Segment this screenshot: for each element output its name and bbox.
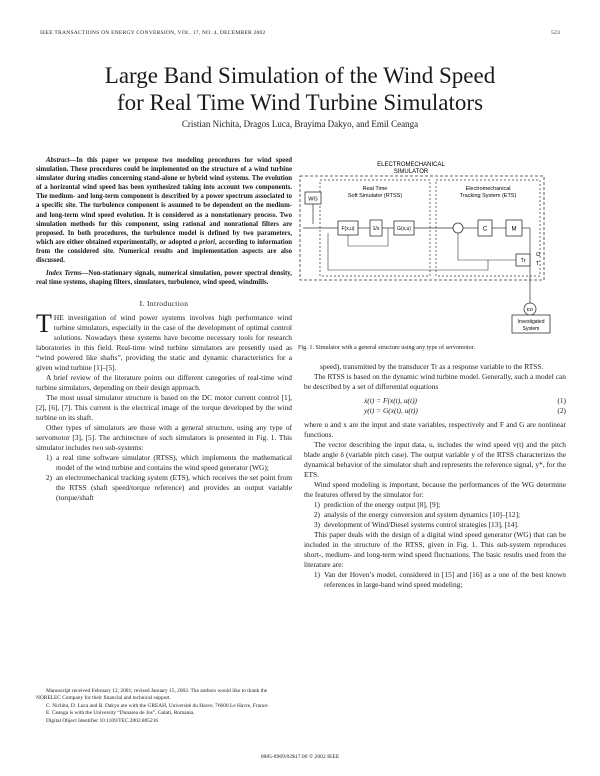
footnote: Manuscript received February 12, 2001; revised January 15, 2002. The authors would like to thank the NORELEC Company for their financial and technical support. — [36, 688, 268, 702]
list-number: 2) — [313, 510, 320, 519]
intro-paragraph-1 — [36, 309, 292, 373]
figure-caption: Fig. 1. Simulator with a general structure using any type of servomotor. — [298, 344, 475, 351]
right-paragraph-4: The vector describing the input data, u, includes the wind speed v(t) and the pitch blade angle δ (variable pitch case). The output variable y of the RTSS characterizes the dynamical behavior of the simulator shaft and represents the reference signal, y*, for the ETS. — [304, 440, 566, 479]
motor-label: M — [511, 226, 517, 233]
rtss-label-line-1: Real Time — [362, 186, 388, 192]
paper-title — [0, 62, 600, 116]
abstract-italic: a priori — [193, 238, 216, 246]
investigated-line-2: System — [522, 326, 540, 332]
transducer-label: Tr — [520, 258, 526, 264]
list-number: 1) — [313, 500, 320, 509]
wg-label: WG — [308, 196, 318, 203]
list-item — [36, 473, 292, 503]
footnote: C. Nichita, D. Luca and B. Dakyo are with the GREAH, Université du Havre, 76600 Le Havre, France. — [46, 702, 269, 709]
equation-2 — [304, 406, 566, 416]
footnote: Digital Object Identifier 10.1109/TEC.2002.805216 — [46, 717, 159, 724]
list-text: Van der Hoven’s model, considered in [15] and [16] as a one of the best known references in large-band wind speed modeling; — [324, 570, 566, 589]
summing-junction — [453, 223, 463, 233]
left-column — [36, 156, 292, 503]
right-paragraph-3: where u and x are the input and state variables, respectively and F and G are nonlinear functions. — [304, 420, 566, 439]
list-text: analysis of the energy conversion and system dynamics [10]–[12]; — [324, 510, 521, 519]
title-line-1: Large Band Simulation of the Wind Speed — [104, 63, 496, 88]
output-omega: Ω — [536, 252, 541, 258]
wg-features-list — [304, 500, 566, 530]
equation-2-number: (2) — [557, 406, 566, 415]
list-number: 1) — [45, 453, 52, 463]
ets-label-line-2: Tracking System (ETS) — [459, 193, 517, 199]
output-t: T — [536, 261, 540, 267]
footnotes — [36, 688, 292, 725]
intro-paragraph-3: The most usual simulator structure is based on the DC motor current control [1], [2], [6], [7]. This current is the electrical image of the torque developed by the wind turbine on its shaft. — [36, 393, 292, 423]
abstract-label: Abstract— — [46, 157, 77, 164]
section-heading: I. Introduction — [139, 299, 189, 309]
intro-paragraph-2: A brief review of the literature points out different categories of real-time wind turbine simulators, depending on their design approach. — [36, 373, 292, 393]
list-number: 1) — [313, 570, 320, 579]
page-number: 523 — [551, 30, 560, 36]
figure-1-diagram — [298, 158, 566, 338]
figure-title-line-2: SIMULATOR — [393, 169, 429, 175]
eg-label: EG — [526, 307, 534, 312]
equation-1-body: ẋ(t) = F(x(t), u(t)) — [364, 396, 417, 405]
index-terms-label: Index Terms— — [46, 270, 89, 278]
drop-cap: T — [36, 309, 52, 339]
equation-1 — [304, 396, 566, 406]
list-text: development of Wind/Diesel systems control strategies [13], [14]. — [324, 520, 519, 529]
right-paragraph-6: This paper deals with the design of a digital wind speed generator (WG) that can be included in the structure of the RTSS, given in Fig. 1. This sub-system reproduces short-, medium- and long-term wind speed fluctuations. The basic results used from the literature are: — [304, 530, 566, 569]
footnote: E. Ceanga is with the University “Dunarea de Jos”, Galati, Romania. — [46, 710, 195, 717]
f-block-label: F(x,u) — [341, 226, 355, 232]
copyright-footer: 0885-8969/02$17.00 © 2002 IEEE — [260, 754, 340, 760]
rtss-label-line-2: Soft Simulator (RTSS) — [347, 193, 403, 199]
running-header: IEEE TRANSACTIONS ON ENERGY CONVERSION, VOL. 17, NO. 4, DECEMBER 2002 — [40, 30, 266, 36]
abstract-text: In this paper we propose two modeling procedures for wind speed simulation. These procedures could be implemented on the structure of a wind turbine simulator during studies concerning stand-alone or hybrid wind systems. The evolution of a horizontal wind speed has been synthesized taking into account two components. The medium- and long-term component is described by a power spectrum associated to a specific site. The turbulence component is assumed to be dependent on the medium- and long-term wind speed evolution. It is considered as a nonstationary process. Two simulation methods for this component, using rational and nonrational filters are proposed. In both procedures, the turbulence model is defined by two parameters, which are either obtained experimentally, or adopted — [36, 157, 292, 246]
intro-paragraph-4: Other types of simulators are those with a general structure, using any type of servomotor [3], [5]. The architecture of such simulators is presented in Fig. 1. This simulator includes two sub-systems: — [36, 423, 292, 453]
list-number: 2) — [45, 473, 52, 483]
intro-caps: HE — [53, 313, 64, 323]
list-text: a real time software simulator (RTSS), which implements the mathematical model of the wind turbine and contains the wind speed generator (WG); — [56, 453, 292, 473]
literature-list — [304, 570, 566, 590]
right-paragraph-2: The RTSS is based on the dynamic wind turbine model. Generally, such a model can be described by a set of differential equations — [304, 372, 566, 391]
index-terms — [36, 269, 292, 287]
figure-title-line-1: ELECTROMECHANICAL — [377, 162, 445, 168]
index-terms-text: Non-stationary signals, numerical simulation, power spectral density, real time systems, shaping filters, simulators, turbulence, wind speed, windmills. — [36, 270, 292, 287]
abstract-text-end: , according to information from the considered site. Numerical results and implementation aspects are also discussed. — [36, 238, 292, 265]
list-item — [36, 453, 292, 473]
list-item — [304, 520, 566, 530]
authors: Cristian Nichita, Dragos Luca, Brayima Dakyo, and Emil Ceanga — [181, 119, 419, 129]
list-text: prediction of the energy output [8], [9]; — [324, 500, 441, 509]
intro-list — [36, 453, 292, 503]
list-number: 3) — [313, 520, 320, 529]
right-paragraph-1: speed), transmitted by the transducer Tr as a response variable to the RTSS. — [320, 362, 544, 371]
list-item — [304, 500, 566, 510]
equation-1-number: (1) — [557, 396, 566, 405]
feedback-line — [458, 233, 516, 260]
response-line — [328, 233, 488, 270]
list-item — [304, 510, 566, 520]
abstract — [36, 156, 292, 265]
right-column — [304, 362, 566, 590]
equation-2-body: y(t) = G(x(t), u(t)) — [364, 406, 418, 415]
ets-label-line-1: Electromechanical — [465, 186, 511, 192]
investigated-line-1: Investigated — [517, 319, 545, 325]
right-paragraph-5: Wind speed modeling is important, because the performances of the WG determine the features offered by the simulator for: — [304, 480, 566, 499]
list-item — [304, 570, 566, 590]
g-block-label: G(x,u) — [397, 226, 411, 232]
integrator-label: 1/s — [372, 226, 380, 232]
title-line-2: for Real Time Wind Turbine Simulators — [116, 90, 484, 115]
controller-label: C — [482, 226, 488, 233]
list-text: an electromechanical tracking system (ETS), which receives the set point from the RTSS (shaft speed/torque reference) and provides an output variable (torque/shaft — [56, 473, 292, 503]
intro-p1-text: investigation of wind power systems involves high performance wind turbine simulators, especially in the case of the development of optimal control solutions. Nowadays these systems have become necessary tools for research laboratories in this field. Real-time wind turbine simulators are presently used as “wind powered like shafts”, providing the static and dynamic characteristics for a given wind turbine [1]–[5]. — [36, 313, 292, 373]
